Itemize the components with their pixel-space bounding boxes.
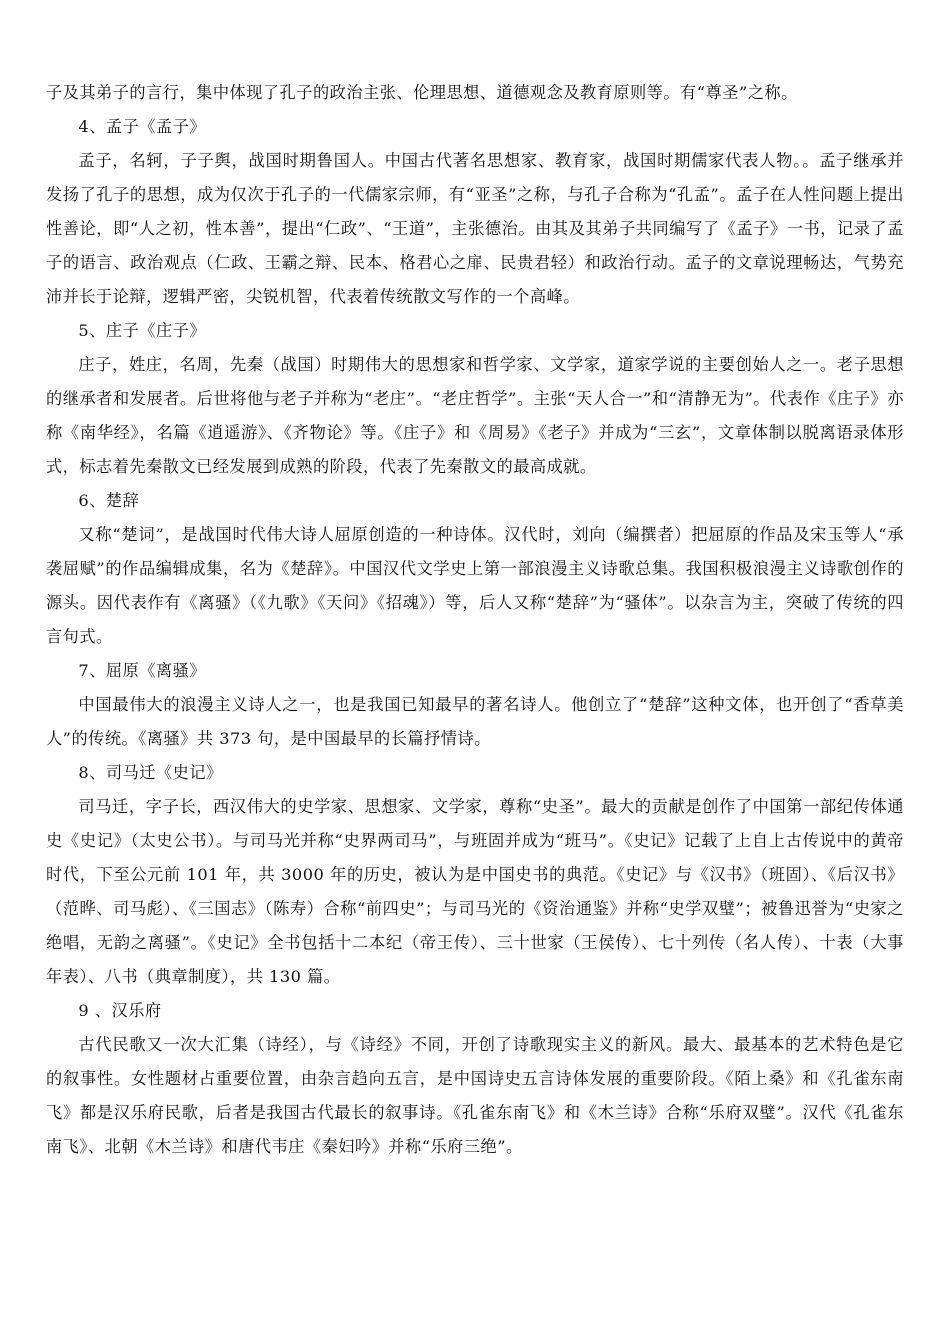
section-heading-mencius: 4、孟子《孟子》 bbox=[78, 117, 207, 136]
section-heading-chuci: 6、楚辞 bbox=[78, 491, 140, 510]
continuation-paragraph: 子及其弟子的言行，集中体现了孔子的政治主张、伦理思想、道德观念及教育原则等。有“尊圣”之称。 bbox=[46, 83, 798, 102]
section-heading-zhuangzi: 5、庄子《庄子》 bbox=[78, 321, 207, 340]
paragraph-quyuan: 中国最伟大的浪漫主义诗人之一，也是我国已知最早的著名诗人。他创立了“楚辞”这种文体，也开创了“香草美人”的传统。《离骚》共 373 句，是中国最早的长篇抒情诗。 bbox=[46, 695, 904, 748]
paragraph-zhuangzi: 庄子，姓庄，名周，先秦（战国）时期伟大的思想家和哲学家、文学家，道家学说的主要创始人之一。老子思想的继承者和发展者。后世将他与老子并称为“老庄”。“老庄哲学”。主张“天人合一”和“清静无为”。代表作《庄子》亦称《南华经》，名篇《逍遥游》、《齐物论》等。《庄子》和《周易》《老子》并成为“三玄”，文章体制以脱离语录体形式，标志着先秦散文已经发展到成熟的阶段，代表了先秦散文的最高成就。 bbox=[46, 355, 904, 476]
section-heading-quyuan: 7、屈原《离骚》 bbox=[78, 661, 207, 680]
paragraph-simaqian: 司马迁，字子长，西汉伟大的史学家、思想家、文学家，尊称“史圣”。最大的贡献是创作了中国第一部纪传体通史《史记》（太史公书）。与司马光并称“史界两司马”，与班固并成为“班马”。《史记》记载了上自上古传说中的黄帝时代，下至公元前 101 年，共 3000 年的历史，被认为是中国史书的典范。《史记》与《汉书》（班固）、《后汉书》（范晔、司马彪）、《三国志》（陈寿）合称“前四史”；与司马光的《资治通鉴》并称“史学双璧”；被鲁迅誉为“史家之绝唱，无韵之离骚”。《史记》全书包括十二本纪（帝王传）、三十世家（王侯传）、七十列传（名人传）、十表（大事年表）、八书（典章制度），共 130 篇。 bbox=[46, 797, 904, 986]
paragraph-han-yuefu: 古代民歌又一次大汇集（诗经），与《诗经》不同，开创了诗歌现实主义的新风。最大、最基本的艺术特色是它的叙事性。女性题材占重要位置，由杂言趋向五言，是中国诗史五言诗体发展的重要阶段。《陌上桑》和《孔雀东南飞》都是汉乐府民歌，后者是我国古代最长的叙事诗。《孔雀东南飞》和《木兰诗》合称“乐府双璧”。汉代《孔雀东南飞》、北朝《木兰诗》和唐代韦庄《秦妇吟》并称“乐府三绝”。 bbox=[46, 1035, 904, 1156]
document-body bbox=[46, 76, 904, 1164]
paragraph-chuci: 又称“楚词”，是战国时代伟大诗人屈原创造的一种诗体。汉代时，刘向（编撰者）把屈原的作品及宋玉等人“承袭屈赋”的作品编辑成集，名为《楚辞》。中国汉代文学史上第一部浪漫主义诗歌总集。我国积极浪漫主义诗歌创作的源头。因代表作有《离骚》（《九歌》《天问》《招魂》）等，后人又称“楚辞”为“骚体”。以杂言为主，突破了传统的四言句式。 bbox=[46, 525, 904, 646]
section-heading-simaqian: 8、司马迁《史记》 bbox=[78, 763, 223, 782]
section-heading-han-yuefu: 9 、汉乐府 bbox=[78, 1001, 162, 1020]
paragraph-mencius: 孟子，名轲，子子舆，战国时期鲁国人。中国古代著名思想家、教育家，战国时期儒家代表人物。。孟子继承并发扬了孔子的思想，成为仅次于孔子的一代儒家宗师，有“亚圣”之称，与孔子合称为“孔孟”。孟子在人性问题上提出性善论，即“人之初，性本善”，提出“仁政”、“王道”，主张德治。由其及其弟子共同编写了《孟子》一书，记录了孟子的语言、政治观点（仁政、王霸之辩、民本、格君心之扉、民贵君轻）和政治行动。孟子的文章说理畅达，气势充沛并长于论辩，逻辑严密，尖锐机智，代表着传统散文写作的一个高峰。 bbox=[46, 151, 904, 306]
